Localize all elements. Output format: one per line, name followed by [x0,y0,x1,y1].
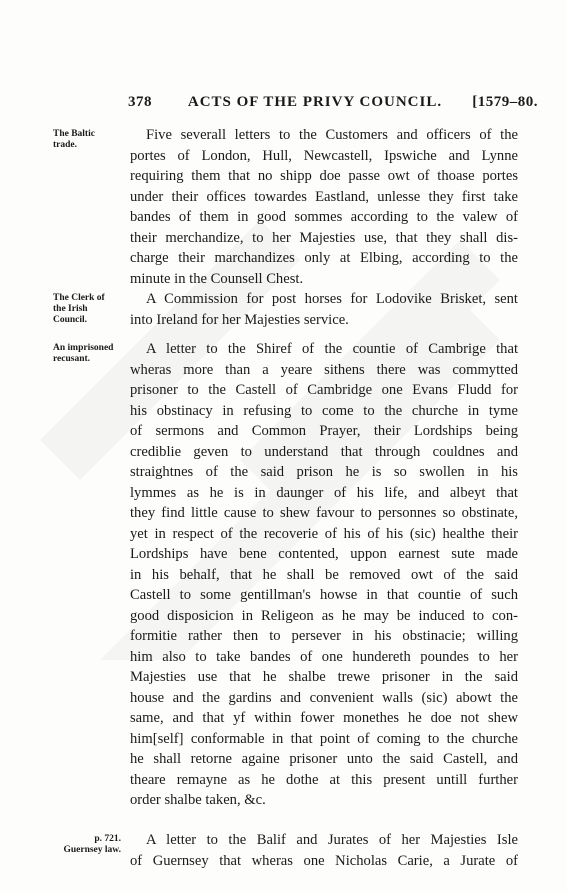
entry-text [130,125,518,289]
text-line: Castell to some gentillman's howse in that countie of such [130,587,518,603]
text-line: prisoner to the Castell of Cambridge one Evans Fludd for [130,382,518,398]
entry-text [130,289,518,330]
text-line: A letter to the Balif and Jurates of her Majesties Isle [146,832,518,848]
text-line: good disposicion in Religeon as he may be induced to con- [130,607,518,624]
side-note: p. 721. Guernsey law. [63,834,121,855]
side-note: The Clerk of the Irish Council. [53,293,105,325]
text-line: requiring them that no shipp doe passe owt of thoase portes [130,168,518,184]
text-line: their merchandize, to her Majesties use, that they shall dis- [130,229,518,246]
text-line: bandes of them in good sommes according to the valew of [130,209,518,225]
text-line: Lordships have bene contented, uppon earnest sute made [130,546,518,562]
text-line: under their offices towardes Eastland, unlesse they first take [130,188,518,205]
entry-text [130,339,518,811]
text-line: him[self] conformable in that point of coming to the churche [130,730,518,747]
text-line: minute in the Counsell Chest. [130,270,304,287]
text-line: same, and that yf within fower monethes he doe not shew [130,710,518,726]
text-line: Five severall letters to the Customers and officers of the [146,127,518,143]
text-line: lymmes as he is in daunger of his life, and albeyt that [130,484,518,501]
text-line: order shalbe taken, &c. [130,792,266,808]
text-line: Majesties use that he shalbe trewe prisoner in the said [130,669,518,685]
text-line: crediblie geven to understand that through couldnes and [130,443,518,460]
text-line: theare remayne as he dothe at this present untill further [130,771,518,788]
page-header [128,94,538,111]
text-line: wheras more than a yeare sithens there was commytted [130,361,518,378]
text-line: of Guernsey that wheras one Nicholas Carie, a Jurate of [130,852,518,869]
text-line: A letter to the Shiref of the countie of Cambrige that [146,341,518,357]
entry-text [130,830,518,871]
text-line: portes of London, Hull, Newcastell, Ipswiche and Lynne [130,147,518,164]
text-line: A Commission for post horses for Lodovike Brisket, sent [146,291,518,307]
text-line: he shall retorne againe prisoner unto the said Castell, and [130,751,518,767]
text-line: formitie rather then to persever in his obstinacie; willing [130,628,518,644]
text-line: into Ireland for her Majesties service. [130,311,349,328]
side-note: The Baltic trade. [53,129,95,150]
text-line: of sermons and Common Prayer, their Lordships being [130,423,518,439]
text-line: house and the gardins and convenient walls (sic) abowt the [130,689,518,706]
text-line: they find little cause to shew favour to personnes so obstinate, [130,505,518,521]
text-line: him also to take bandes of one hundereth poundes to her [130,648,518,665]
text-line: yet in respect of the recoverie of his of his (sic) healthe their [130,525,518,542]
running-title: ACTS OF THE PRIVY COUNCIL. [187,94,443,110]
text-line: in his behalf, that he shall be removed owt of the said [130,566,518,583]
text-line: straightnes of the said prison he is so swollen in his [130,464,518,480]
text-line: charge their marchandizes only at Elbing, according to the [130,250,518,266]
year-range: [1579–80. [472,94,538,110]
side-note: An imprisoned recusant. [53,343,114,364]
page-number: 378 [128,94,152,110]
text-line: his obstinacy in refusing to come to the churche in tyme [130,402,518,419]
